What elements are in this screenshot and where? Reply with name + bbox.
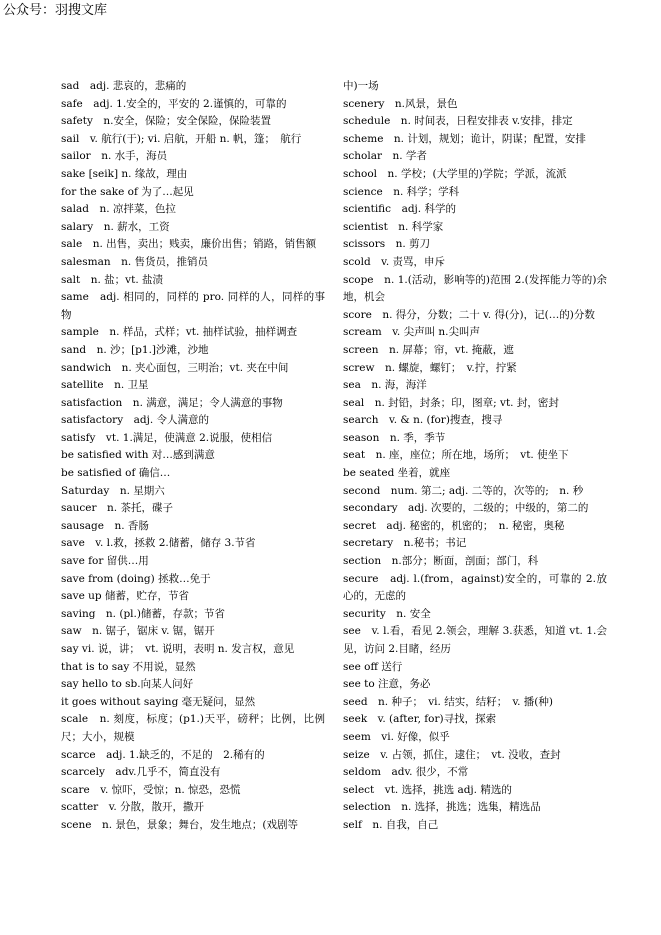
dictionary-entry: score n. 得分，分数；二十 v. 得(分)，记(…的)分数 [343,308,595,321]
dictionary-entry: search v. & n. (for)搜查，搜寻 [343,414,503,427]
dictionary-entry: sand n. 沙；[p1.]沙滩，沙地 [61,343,209,356]
dictionary-entry: seal n. 封铅，封条；印，图章; vt. 封，密封 [343,396,559,409]
dictionary-entry: saw n. 锯子，锯床 v. 锯，锯开 [61,625,215,638]
dictionary-entry: it goes without saying 毫无疑问，显然 [61,695,256,708]
dictionary-entry: screw n. 螺旋，螺钉； v.拧，拧紧 [343,361,517,374]
dictionary-entry: scarcely adv.几乎不，简直没有 [61,766,221,779]
dictionary-entry: secretary n.秘书；书记 [343,537,467,550]
dictionary-entry: sailor n. 水手，海员 [61,150,168,163]
dictionary-entry: satisfy vt. 1.满足，使满意 2.说服，使相信 [61,431,273,444]
dictionary-entry: scream v. 尖声叫 n.尖叫声 [343,326,481,339]
dictionary-entry: scissors n. 剪刀 [343,238,431,251]
dictionary-entry: seize v. 占领，抓住，逮住； vt. 没收，查封 [343,748,561,761]
dictionary-entry: satisfactory adj. 令人满意的 [61,414,210,427]
dictionary-entry: scheme n. 计划，规划；诡计，阴谋；配置，安排 [343,132,586,145]
dictionary-entry: sausage n. 香肠 [61,519,149,532]
dictionary-entry: selection n. 选择，挑选；选集，精选品 [343,801,541,814]
dictionary-entry: scene n. 景色，景象；舞台，发生地点；(戏剧等 [61,818,298,831]
dictionary-entry: 中)一场 [343,80,379,92]
dictionary-entry: security n. 安全 [343,607,431,620]
dictionary-entry: season n. 季，季节 [343,431,446,444]
dictionary-entry: salary n. 薪水，工资 [61,220,170,233]
dictionary-entry: saving n. (pl.)储蓄，存款；节省 [61,607,225,620]
dictionary-entry: schedule n. 时间表，日程安排表 v.安排，排定 [343,115,573,128]
page-header-title: 公众号：羽搜文库 [3,3,108,18]
dictionary-entry: saucer n. 茶托，碟子 [61,502,173,515]
dictionary-entry: Saturday n. 星期六 [61,484,165,497]
dictionary-entry: satisfaction n. 满意，满足；令人满意的事物 [61,396,283,409]
dictionary-entry: scholar n. 学者 [343,150,427,163]
dictionary-entry: save from (doing) 拯救…免于 [61,572,211,585]
dictionary-entry: section n.部分；断面，剖面；部门，科 [343,555,539,568]
dictionary-entry: science n. 科学；学科 [343,185,460,198]
dictionary-entry: scientific adj. 科学的 [343,203,456,216]
dictionary-entry: second num. 第二; adj. 二等的，次等的; n. 秒 [343,484,584,497]
dictionary-entry: salesman n. 售货员，推销员 [61,255,209,268]
dictionary-entry: sail v. 航行(于); vi. 启航，开船 n. 帆，篷； 航行 [61,132,302,145]
dictionary-entry: secondary adj. 次要的，二级的；中级的，第二的 [343,502,589,515]
dictionary-entry: safety n.安全，保险；安全保险，保险装置 [61,115,271,128]
dictionary-entry: seldom adv. 很少，不常 [343,766,469,779]
dictionary-entry: secure adj. l.(from，against)安全的，可靠的 2.放心的，无虑的 [343,572,607,603]
dictionary-entry: sad adj. 悲哀的，悲痛的 [61,80,187,92]
dictionary-entry: see v. l.看，看见 2.领会，理解 3.获悉，知道 vt. 1.会见，访问 2.目睹，经历 [343,625,607,655]
left-column [61,78,325,835]
dictionary-entry: be satisfied with 对…感到满意 [61,449,215,462]
right-column [343,78,607,835]
dictionary-entry: salt n. 盐；vt. 盐渍 [61,273,163,286]
dictionary-entry: seed n. 种子； vi. 结实，结籽； v. 播(种) [343,695,553,708]
dictionary-entry: scientist n. 科学家 [343,220,444,233]
dictionary-entry: seem vi. 好像，似乎 [343,730,450,743]
dictionary-entry: save for 留供…用 [61,555,149,568]
dictionary-entry: school n. 学校；(大学里的)学院；学派，流派 [343,167,567,180]
dictionary-entry: sale n. 出售，卖出；贱卖，廉价出售；销路，销售额 [61,238,317,251]
dictionary-entry: salad n. 凉拌菜，色拉 [61,203,176,216]
dictionary-entry: be satisfied of 确信… [61,467,171,480]
dictionary-entry: screen n. 屏幕；帘，vt. 掩蔽，遮 [343,343,514,356]
dictionary-entry: say vi. 说，讲； vt. 说明，表明 n. 发言权，意见 [61,643,295,655]
dictionary-entry: save v. l.救，拯救 2.储蓄，储存 3.节省 [61,537,256,550]
dictionary-entry: satellite n. 卫星 [61,379,149,392]
dictionary-entry: see to 注意，务必 [343,678,431,691]
dictionary-entry: secret adj. 秘密的，机密的； n. 秘密，奥秘 [343,519,565,532]
dictionary-entry: safe adj. 1.安全的，平安的 2.谨慎的，可靠的 [61,97,287,110]
dictionary-entry: sake [seik] n. 缘故，理由 [61,167,188,180]
dictionary-entry: say hello to sb.向某人问好 [61,678,194,691]
dictionary-entry: sea n. 海，海洋 [343,379,427,392]
dictionary-entry: scatter v. 分散，散开，撒开 [61,801,205,814]
dictionary-entry: that is to say 不用说，显然 [61,660,196,673]
dictionary-entry: see off 送行 [343,660,403,673]
dictionary-entry: seat n. 座，座位；所在地，场所； vt. 使坐下 [343,449,569,462]
dictionary-entry: for the sake of 为了…起见 [61,185,194,198]
dictionary-entry: scold v. 责骂，申斥 [343,255,446,268]
dictionary-entry: same adj. 相同的，同样的 pro. 同样的人，同样的事物 [61,291,325,321]
dictionary-entry: select vt. 选择，挑选 adj. 精选的 [343,783,512,796]
dictionary-entry: scare v. 惊吓，受惊；n. 惊恐，恐慌 [61,783,241,796]
dictionary-entry: sandwich n. 夹心面包，三明治；vt. 夹在中间 [61,361,289,374]
dictionary-entry: sample n. 样品，式样；vt. 抽样试验，抽样调查 [61,326,298,339]
dictionary-entry: scarce adj. 1.缺乏的，不足的 2.稀有的 [61,748,265,761]
dictionary-entry: save up 储蓄，贮存，节省 [61,590,189,603]
dictionary-entry: scale n. 刻度，标度；(p1.)天平，磅秤；比例，比例尺；大小，规模 [61,713,325,743]
dictionary-entry: scope n. 1.(活动，影响等的)范围 2.(发挥能力等的)余地，机会 [343,273,607,304]
dictionary-entry: be seated 坐着，就座 [343,467,451,480]
dictionary-entry: self n. 自我，自己 [343,818,439,831]
dictionary-entry: scenery n.风景，景色 [343,97,458,110]
dictionary-entry: seek v. (after, for)寻找，探索 [343,713,497,726]
